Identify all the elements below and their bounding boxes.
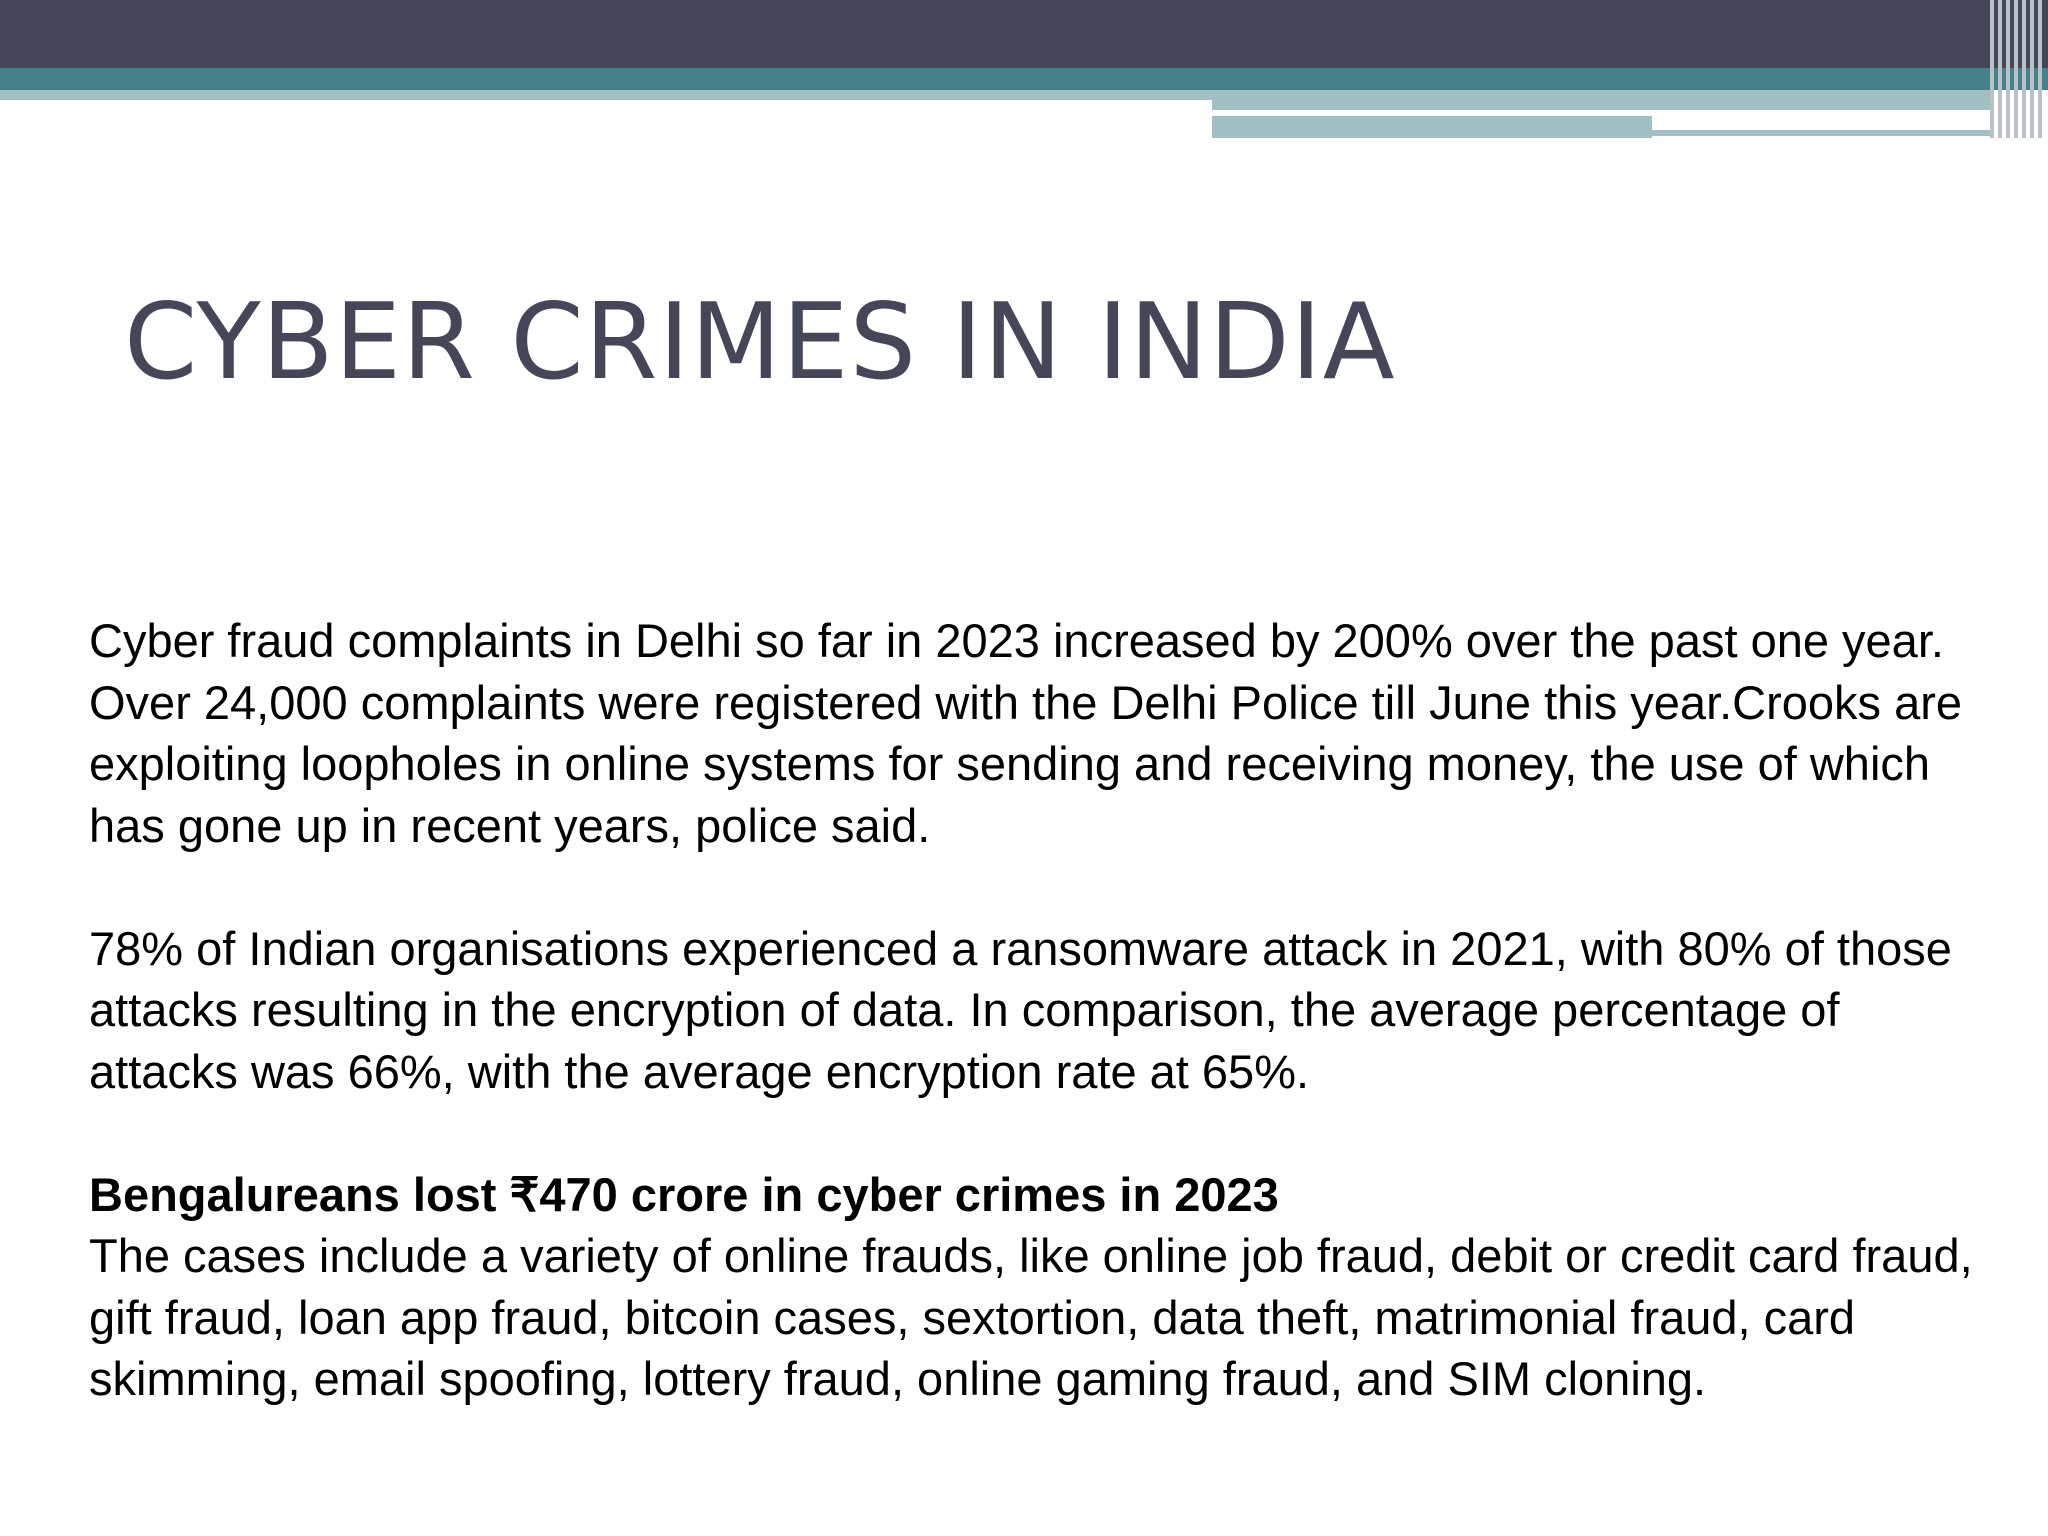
slide-body bbox=[89, 610, 1989, 1410]
header-band-light bbox=[0, 90, 1212, 100]
paragraph-ransomware: 78% of Indian organisations experienced a ransomware attack in 2021, with 80% of those attacks resulting in the encryption of data. In comparison, the average percentage of attacks was 66%, with the average encryption rate at 65%. bbox=[89, 921, 1952, 1098]
paragraph-delhi-fraud: Cyber fraud complaints in Delhi so far in 2023 increased by 200% over the past one year. Over 24,000 complaints were registered with the Delhi Police till June this year.Crooks are exploiting loopholes in online systems for sending and receiving money, the use of which has gone up in recent years, police said. bbox=[89, 614, 1963, 852]
paragraph-spacer bbox=[89, 856, 1989, 918]
paragraph-bengaluru-heading: Bengalureans lost ₹470 crore in cyber crimes in 2023 bbox=[89, 1167, 1279, 1221]
paragraph-spacer bbox=[89, 1102, 1989, 1164]
header-band-accent-right bbox=[1212, 90, 1992, 110]
paragraph-bengaluru-body: The cases include a variety of online frauds, like online job fraud, debit or credit card fraud, gift fraud, loan app fraud, bitcoin cases, sextortion, data theft, matrimonial fraud, card skimming, email spoofing, lottery fraud, online gaming fraud, and SIM cloning. bbox=[89, 1229, 1973, 1405]
header-band-accent-tail bbox=[1652, 130, 1992, 136]
slide-title: CYBER CRIMES IN INDIA bbox=[124, 281, 1396, 403]
header-band-dark bbox=[0, 0, 2048, 68]
header-stripes bbox=[1988, 0, 2048, 138]
header-band-accent-lower bbox=[1212, 116, 1652, 138]
header-band-teal bbox=[0, 68, 2048, 90]
